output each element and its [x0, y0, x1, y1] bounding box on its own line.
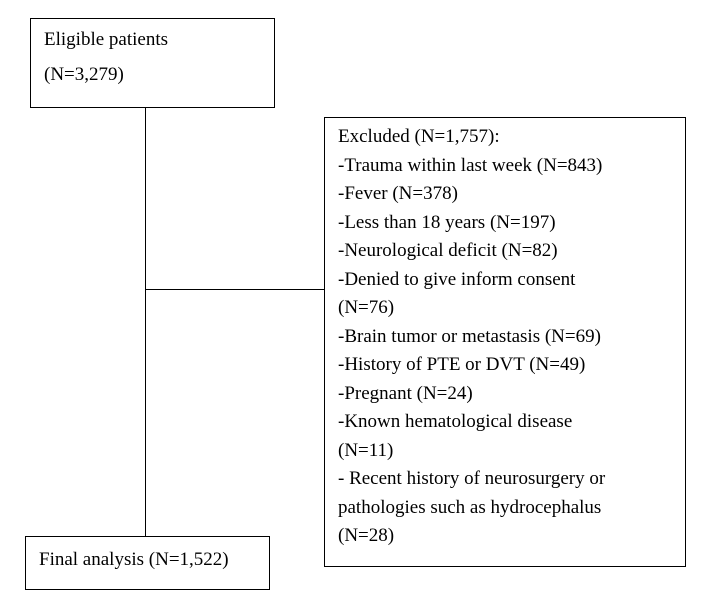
- excluded-reason: -Brain tumor or metastasis (N=69): [338, 325, 601, 347]
- eligible-patients-box: [30, 18, 275, 108]
- excluded-reason: (N=11): [338, 439, 394, 461]
- excluded-reason: -History of PTE or DVT (N=49): [338, 354, 586, 375]
- connector-branch-line: [145, 289, 324, 290]
- excluded-box: [324, 117, 686, 567]
- eligible-patients-title: Eligible patients: [44, 29, 169, 50]
- excluded-reason: -Denied to give inform consent: [338, 268, 576, 290]
- excluded-reason: - Recent history of neurosurgery or: [338, 468, 606, 489]
- excluded-reason: -Known hematological disease: [338, 411, 573, 432]
- excluded-reason: -Pregnant (N=24): [338, 382, 473, 404]
- excluded-reason: (N=76): [338, 297, 395, 318]
- final-analysis-box: [25, 536, 270, 590]
- eligible-patients-count: (N=3,279): [44, 63, 124, 85]
- excluded-reason: (N=28): [338, 525, 395, 546]
- final-analysis-label: Final analysis (N=1,522): [39, 549, 229, 570]
- excluded-reason: pathologies such as hydrocephalus: [338, 496, 602, 518]
- excluded-reason: -Trauma within last week (N=843): [338, 154, 603, 176]
- excluded-reason: -Less than 18 years (N=197): [338, 211, 556, 233]
- excluded-title: Excluded (N=1,757):: [338, 126, 500, 147]
- connector-vertical-line: [145, 108, 146, 536]
- excluded-reason: -Neurological deficit (N=82): [338, 240, 558, 261]
- excluded-reason: -Fever (N=378): [338, 183, 458, 204]
